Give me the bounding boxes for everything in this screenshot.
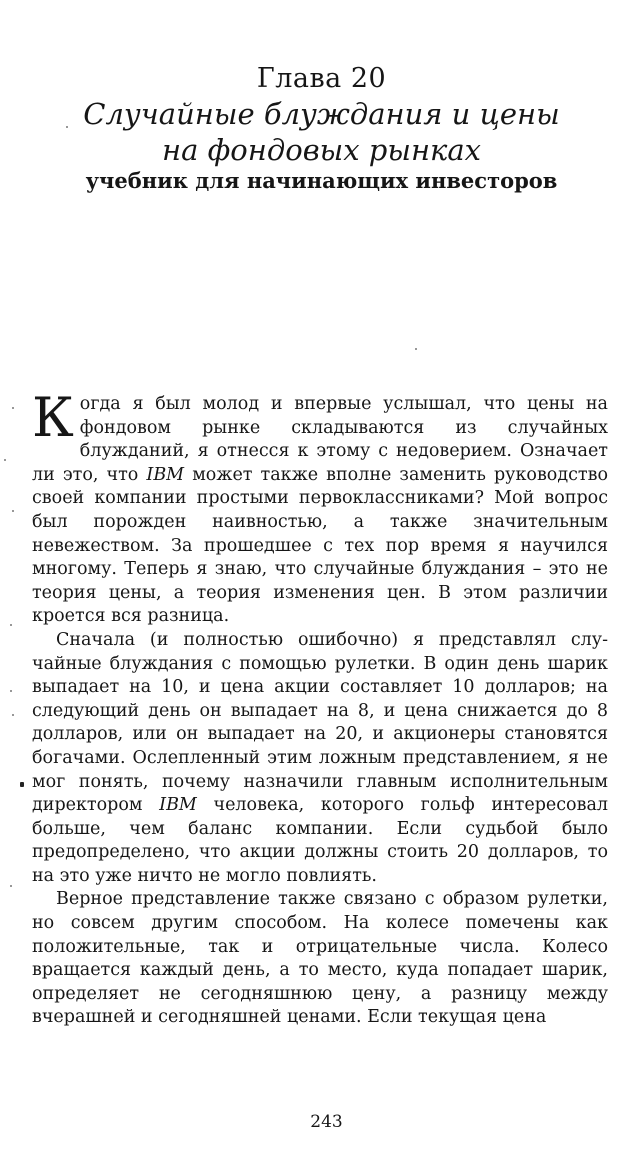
scan-speck <box>12 407 14 409</box>
page-number: 243 <box>310 1112 343 1132</box>
chapter-header <box>0 62 625 194</box>
paragraph-1-text: огда я был молод и впервые услышал, что цены на фондовом рынке складываются из случайных блужданий, я отнесся к этому с недоверием. Означает ли это, что <box>32 394 608 485</box>
paragraph-2-text-end: человека, которого гольф интересовал больше, чем баланс компании. Если судьбой было предопределено, что акции должны стоить 20 долларов, то на это уже ничто не могло повлиять. <box>32 795 608 886</box>
scan-speck <box>415 348 417 350</box>
chapter-tagline: учебник для начинающих инвесторов <box>85 168 558 193</box>
chapter-title-line-2: на фондовых рынках <box>161 133 482 167</box>
chapter-title-line-1: Случайные блуждания и цены <box>83 97 560 131</box>
paragraph-2 <box>32 629 608 889</box>
scan-speck <box>12 510 14 512</box>
body-text <box>32 386 608 1030</box>
scan-speck <box>4 459 6 461</box>
scan-speck <box>10 885 12 887</box>
scan-speck <box>10 690 12 692</box>
drop-cap: К <box>32 386 74 449</box>
scan-speck <box>10 624 12 626</box>
chapter-number: Глава 20 <box>256 63 387 94</box>
scan-speck <box>66 126 68 128</box>
paragraph-1-text-end: может также вполне заменить руководство своей компании простыми первоклассниками? Мой вопрос был порожден наивностью, а также значительным невежеством. За прошедшее с тех пор время я научился многому. Теперь я знаю, что случайные блуждания – это не теория цены, а теория изменения цен. В этом различии кроется вся разница. <box>32 464 608 627</box>
paragraph-2-text: Сначала (и полностью ошибочно) я представлял случайные блуждания с помощью рулетки. В один день шарик выпадает на 10, и цена акции составляет 10 долларов; на следующий день он выпадает на 8, и цена снижается до 8 долларов, или он выпадает на 20, и акционеры становятся богачами. Ослепленный этим ложным представлением, я не мог понять, почему назначили главным исполнительным директором <box>32 629 608 816</box>
ibm-term: IBM <box>146 464 185 485</box>
paragraph-1 <box>32 386 608 629</box>
scan-speck <box>20 782 24 787</box>
paragraph-3: Верное представление также связано с образом рулетки, но совсем другим способом. На колесе помечены как положительные, так и отрицательные числа. Колесо вращается каждый день, а то место, куда попадает шарик, определяет не сегодняшнюю цену, а разницу между вчерашней и сегодняшней ценами. Если текущая цена <box>32 889 608 1028</box>
ibm-term: IBM <box>159 795 197 816</box>
scan-speck <box>12 714 14 716</box>
